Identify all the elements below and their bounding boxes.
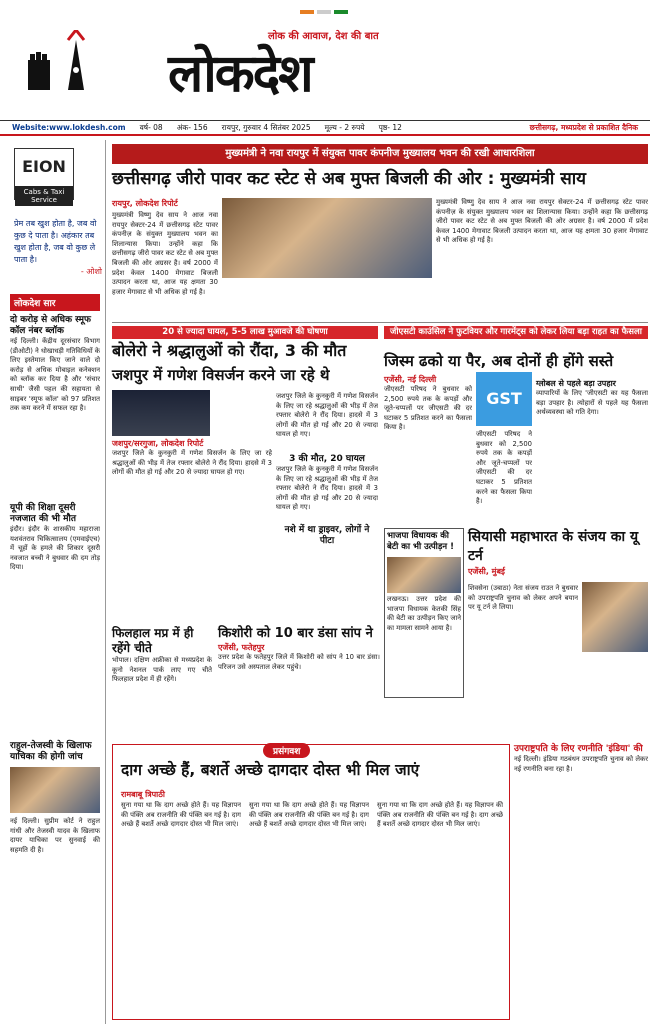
story2-text: इंदौर। इंदौर के शासकीय महाराजा यशवंतराव चिकित्सालय (एमवाईएच) में चूहों के हमले की शिकार दूसरी नवजात बच्ची ने बुधवार की दम तोड़ दिया।: [10, 525, 100, 572]
snake-head[interactable]: किशोरी को 10 बार डंसा सांप ने: [218, 626, 373, 641]
sponsored-label: प्रसंगवश: [263, 743, 310, 758]
politics-photo: [582, 582, 648, 652]
price: मूल्य - 2 रुपये: [324, 122, 365, 132]
lead-text-col: [112, 198, 218, 311]
politics-byline: एजेंसी, मुंबई: [468, 567, 505, 576]
gst-graphic: GST: [476, 372, 532, 426]
left-sections: [10, 294, 100, 855]
lead-headline[interactable]: छत्तीसगढ़ जीरो पावर कट स्टेट से अब मुफ्त बिजली की ओर : मुख्यमंत्री साय: [112, 169, 586, 189]
top-banner: मुख्यमंत्री ने नवा रायपुर में संयुक्त पावर कंपनीज मुख्यालय भवन की रखी आधारशिला: [112, 144, 648, 164]
accident-text: जशपुर जिले के कुनकुरी में गणेश विसर्जन के लिए जा रहे श्रद्धालुओं की भीड़ में तेज रफ्तार बोलेरो ने रौंद दिया। हादसे में 3 लोगों की मौत हो गई और 20 से ज्यादा घायल हो गए।: [112, 449, 272, 477]
lead-byline: रायपुर, लोकदेश रिपोर्ट: [112, 199, 178, 208]
story1-head[interactable]: दो करोड़ से अधिक स्मूफ कॉल नंबर ब्लॉक: [10, 315, 91, 336]
accident-headline-2[interactable]: जशपुर में गणेश विसर्जन करने जा रहे थे: [112, 366, 330, 384]
vp-story: [514, 744, 648, 955]
snake-byline: एजेंसी, फतेहपुर: [218, 643, 265, 652]
sponsored-box: [112, 744, 510, 1020]
accident-headline-1[interactable]: बोलेरो ने श्रद्धालुओं को रौंदा, 3 की मौत: [112, 341, 347, 360]
gst-text: जीएसटी परिषद ने बुधवार को 2,500 रुपये तक के कपड़ों और जूते-चप्पलों पर जीएसटी की दर घटाकर 5 प्रतिशत करने का फैसला किया है।: [384, 385, 472, 432]
side-story: [536, 378, 648, 485]
accident-subhead-1: 3 की मौत, 20 घायल: [289, 454, 365, 464]
flag-stripes: [300, 10, 348, 14]
ad-sub: Cabs & Taxi Service: [15, 186, 73, 206]
bjp-text: लखनऊ। उत्तर प्रदेश की भाजपा विधायक केतकी सिंह की बेटी का उत्पीड़न किए जाने का मामला सामने आया है।: [387, 595, 461, 632]
vp-head[interactable]: उपराष्ट्रपति के लिए रणनीति 'इंडिया' की: [514, 744, 643, 754]
bjp-head[interactable]: भाजपा विधायक की बेटी का भी उत्पीड़न !: [387, 531, 454, 552]
quote-author: - ओशो: [80, 267, 102, 276]
sponsored-headline[interactable]: दाग अच्छे हैं, बशर्ते अच्छे दागदार दोस्त भी मिल जाएं: [121, 761, 420, 779]
quote-text: प्रेम तब खुश होता है, जब वो कुछ दे पाता है। अहंकार तब खुश होता है, जब वो कुछ ले पाता है।: [14, 219, 97, 264]
tagline: लोक की आवाज, देश की बात: [268, 31, 379, 42]
bjp-photo: [387, 557, 461, 593]
bjp-box: [384, 528, 464, 698]
vp-text: नई दिल्ली। इंडिया गठबंधन उपराष्ट्रपति चुनाव को लेकर नई रणनीति बना रहा है।: [514, 755, 648, 773]
masthead: [0, 0, 650, 104]
story2-head[interactable]: यूपी की शिक्षा दूसरी नजजात की भी मौत: [10, 503, 76, 524]
story3-head[interactable]: राहुल-तेजस्वी के खिलाफ याचिका की होगी जांच: [10, 741, 92, 762]
accident-text-2: जशपुर जिले के कुनकुरी में गणेश विसर्जन के लिए जा रहे श्रद्धालुओं की भीड़ में तेज रफ्तार बोलेरो ने रौंद दिया। हादसे में 3 लोगों की मौत हो गई और 20 से ज्यादा घायल हो गए।: [276, 392, 378, 439]
sponsored-byline: रामबाबू त्रिपाठी: [121, 790, 165, 799]
divider: [112, 322, 648, 323]
edition-bar: [0, 120, 650, 136]
flood-text: भोपाल। दक्षिण अफ्रीका से मध्यप्रदेश के कूनो नेशनल पार्क लाए गए चीते फिलहाल प्रदेश में ही रहेंगे।: [112, 656, 212, 684]
sponsored-text-2: सुना गया था कि दाग अच्छे होते हैं। यह विज्ञापन की पंक्ति अब राजनीति की पंक्ति बन गई है। दाग अच्छे हैं बशर्ते अच्छे दागदार दोस्त भी मिल जाएं।: [249, 801, 369, 829]
snake-text: उत्तर प्रदेश के फतेहपुर जिले में किशोरी को सांप ने 10 बार डंसा। परिजन उसे अस्पताल लेकर पहुंचे।: [218, 653, 380, 671]
accident-photo: [112, 390, 210, 436]
lead-text-continued: मुख्यमंत्री विष्णु देव साय ने आज नवा रायपुर सेक्टर-24 में छत्तीसगढ़ स्टेट पावर कंपनीज़ के संयुक्त मुख्यालय भवन का शिलान्यास किया। उन्होंने कहा कि छत्तीसगढ़ जीरो पावर कट स्टेट से अब मुफ्त बिजली की ओर अग्रसर है। वर्ष 2000 में प्रदेश केवल 1400 मेगावाट बिजली उत्पादन करता था, आज यह क्षमता 30 हजार मेगावाट से भी अधिक हो गई है।: [436, 198, 648, 245]
story3-text: नई दिल्ली। सुप्रीम कोर्ट ने राहुल गांधी और तेजस्वी यादव के खिलाफ दायर याचिका पर सुनवाई की सहमति दी है।: [10, 817, 100, 854]
gst-byline: एजेंसी, नई दिल्ली: [384, 375, 437, 384]
snake-story: [218, 626, 380, 737]
sponsored-text-3: सुना गया था कि दाग अच्छे होते हैं। यह विज्ञापन की पंक्ति अब राजनीति की पंक्ति बन गई है। दाग अच्छे हैं बशर्ते अच्छे दागदार दोस्त भी मिल जाएं।: [377, 801, 503, 829]
accident-byline: जशपुर/सरगुजा, लोकदेश रिपोर्ट: [112, 439, 204, 448]
eion-ad[interactable]: [14, 148, 74, 204]
accident-text-3: जशपुर जिले के कुनकुरी में गणेश विसर्जन के लिए जा रहे श्रद्धालुओं की भीड़ में तेज रफ्तार बोलेरो ने रौंद दिया। हादसे में 3 लोगों की मौत हो गई और 20 से ज्यादा घायल हो गए।: [276, 465, 378, 512]
story1-text: नई दिल्ली। केंद्रीय दूरसंचार विभाग (डीओटी) ने धोखाधड़ी गतिविधियों के लिए इस्तेमाल किए जाने वाले दो करोड़ से अधिक मोबाइल कनेक्शन को ब्लॉक कर दिया है और 'संचार साथी' जैसी पहल की सहायता से साइबर 'स्मूफ कॉल' को 97 प्रतिशत तक कम करने में सफल रहा है।: [10, 337, 100, 413]
ad-brand: EION: [22, 157, 66, 176]
politics-head[interactable]: सियासी महाभारत के संजय का यू टर्न: [468, 529, 639, 564]
side-story-text: व्यापारियों के लिए 'जीएसटी का यह फैसला बड़ा उपहार है। त्योहारों से पहले यह फैसला अर्थव्यवस्था को गति देगा।: [536, 389, 648, 417]
lead-photo: [222, 198, 432, 278]
politics-text: शिवसेना (उबाठा) नेता संजय राउत ने बुधवार को उपराष्ट्रपति चुनाव को लेकर अपने बयान पर यू टर्न ले लिया।: [468, 584, 578, 612]
accident-side: [276, 392, 378, 547]
pages: पृष्ठ- 12: [378, 122, 402, 132]
side-story-head[interactable]: ग्लोबल से पहले बड़ा उपहार: [536, 379, 616, 388]
website-link[interactable]: Website:www.lokdesh.com: [12, 123, 126, 132]
date: रायपुर, गुरुवार 4 सितंबर 2025: [221, 122, 311, 132]
gst-body: [384, 374, 472, 495]
politics-story: [468, 528, 648, 577]
gst-headline[interactable]: जिस्म ढको या पैर, अब दोनों ही होंगे सस्ते: [384, 352, 614, 370]
newspaper-title: लोकदेश: [168, 43, 312, 104]
section-label: लोकदेश सार: [10, 294, 100, 311]
issue: अंक- 156: [176, 122, 208, 132]
flood-head[interactable]: फिलहाल मप्र में ही रहेंगे चीते: [112, 626, 194, 655]
accident-kicker: 20 से ज्यादा घायल, 5-5 लाख मुआवजे की घोषणा: [112, 326, 378, 339]
accident-body: [112, 438, 272, 549]
quote-box: [14, 218, 102, 278]
lead-text: मुख्यमंत्री विष्णु देव साय ने आज नवा रायपुर सेक्टर-24 में छत्तीसगढ़ स्टेट पावर कंपनीज़ के संयुक्त मुख्यालय भवन का शिलान्यास किया। उन्होंने कहा कि छत्तीसगढ़ जीरो पावर कट स्टेट से अब मुफ्त बिजली की ओर अग्रसर है। वर्ष 2000 में प्रदेश केवल 1400 मेगावाट बिजली उत्पादन करता था, आज यह क्षमता 30 हजार मेगावाट से भी अधिक हो गई है।: [112, 211, 218, 296]
published-from: छत्तीसगढ़, मध्यप्रदेश से प्रकाशित दैनिक: [529, 122, 638, 132]
gst-kicker: जीएसटी काउंसिल ने फुटवियर और गारमेंट्स को लेकर लिया बड़ा राहत का फैसला: [384, 326, 648, 339]
year: वर्ष- 08: [139, 122, 163, 132]
politicians-photo: [10, 767, 100, 813]
flood-story: [112, 626, 212, 756]
gst-text-2: जीएसटी परिषद ने बुधवार को 2,500 रुपये तक के कपड़ों और जूते-चप्पलों पर जीएसटी की दर घटाकर 5 प्रतिशत करने का फैसला किया है।: [476, 430, 532, 506]
sponsored-text-1: सुना गया था कि दाग अच्छे होते हैं। यह विज्ञापन की पंक्ति अब राजनीति की पंक्ति बन गई है। दाग अच्छे हैं बशर्ते अच्छे दागदार दोस्त भी मिल जाएं।: [121, 801, 241, 829]
accident-subhead-2: नशे में था ड्राइवर, लोगों ने पीटा: [284, 525, 370, 546]
pen-fist-logo-icon: [28, 30, 118, 96]
